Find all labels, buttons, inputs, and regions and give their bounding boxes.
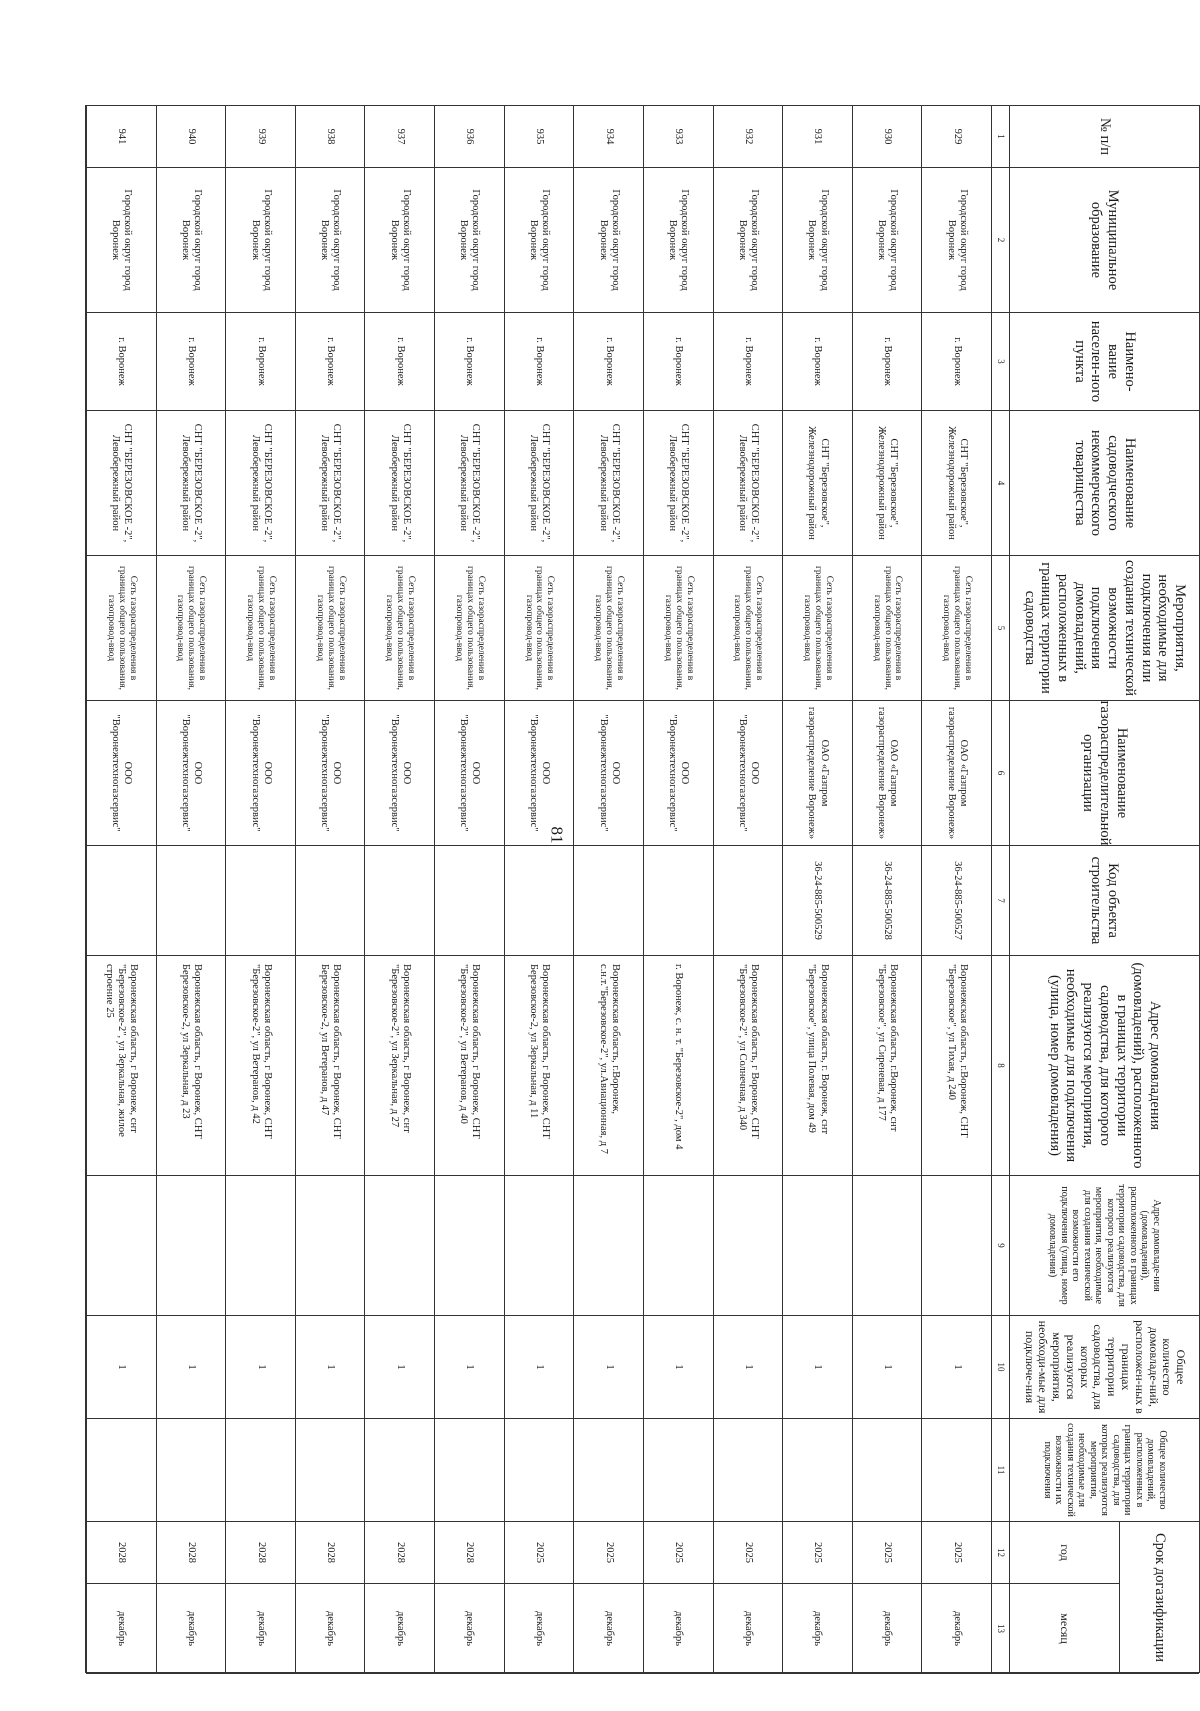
year-cell: 2025 — [782, 1522, 852, 1584]
gas-org-cell: ООО "Воронежтехногазсервис" — [295, 701, 365, 846]
snt-cell: СНТ "БЕРЕЗОВСКОЕ -2", Левобережный район — [156, 411, 226, 556]
address-tech-cell — [86, 1176, 156, 1316]
measures-cell: Сеть газораспределения в границах общего пользования, газопровод-ввод — [225, 556, 295, 701]
snt-cell: СНТ "БЕРЕЗОВСКОЕ -2", Левобережный район — [713, 411, 783, 556]
page-number: 81 — [547, 826, 567, 844]
object-code-cell: 36-24-885-500527 — [921, 846, 991, 956]
year-cell: 2025 — [921, 1522, 991, 1584]
address-cell: Воронежская область, г. Воронеж, снт "Березовское", улица Полевая, дом 49 — [782, 956, 852, 1176]
gas-org-cell: ОАО «Газпром газораспределение Воронеж» — [852, 701, 922, 846]
count-cell: 1 — [364, 1316, 434, 1419]
address-tech-cell — [225, 1176, 295, 1316]
municipality-cell: Городской округ город Воронеж — [713, 168, 783, 313]
address-cell: Воронежская область, г Воронеж, снт "Березовское-2", ул Зеркальная, д 27 — [364, 956, 434, 1176]
address-tech-cell — [643, 1176, 713, 1316]
address-tech-cell — [364, 1176, 434, 1316]
settlement-cell: г. Воронеж — [504, 313, 574, 411]
address-cell: Воронежская область, г Воронеж, СНТ "Березовское-2", ул Ветеранов, д 42 — [225, 956, 295, 1176]
month-cell: декабрь — [225, 1584, 295, 1674]
month-cell: декабрь — [573, 1584, 643, 1674]
month-cell: декабрь — [643, 1584, 713, 1674]
gas-org-cell: ООО "Воронежтехногазсервис" — [573, 701, 643, 846]
row-number-cell: 941 — [86, 106, 156, 168]
month-cell: декабрь — [295, 1584, 365, 1674]
address-tech-cell — [852, 1176, 922, 1316]
count-cell: 1 — [643, 1316, 713, 1419]
snt-cell: СНТ "БЕРЕЗОВСКОЕ -2", Левобережный район — [364, 411, 434, 556]
municipality-cell: Городской округ город Воронеж — [921, 168, 991, 313]
month-cell: декабрь — [364, 1584, 434, 1674]
header-municipality: Муниципальное образование — [1009, 168, 1199, 313]
column-number: 7 — [991, 846, 1009, 956]
snt-cell: СНТ "БЕРЕЗОВСКОЕ -2", Левобережный район — [504, 411, 574, 556]
object-code-cell — [434, 846, 504, 956]
address-tech-cell — [782, 1176, 852, 1316]
gas-org-cell: ООО "Воронежтехногазсервис" — [156, 701, 226, 846]
address-cell: Воронежская область, г Воронеж, СНТ "Березовское-2", ул Ветеранов, д 40 — [434, 956, 504, 1176]
measures-cell: Сеть газораспределения в границах общего пользования, газопровод-ввод — [295, 556, 365, 701]
count-tech-cell — [643, 1419, 713, 1522]
count-tech-cell — [852, 1419, 922, 1522]
address-cell: Воронежская область, г Воронеж, снт "Березовское-2", ул Зеркальная, жилое строение 25 — [86, 956, 156, 1176]
year-cell: 2025 — [643, 1522, 713, 1584]
address-cell: г. Воронеж, с. н. т. "Березовское-2", дом 4 — [643, 956, 713, 1176]
address-cell: Воронежская область, г.Воронеж, снт "Березовское", ул Сиреневая, д 177 — [852, 956, 922, 1176]
settlement-cell: г. Воронеж — [156, 313, 226, 411]
header-year: год — [1009, 1522, 1119, 1584]
column-number: 1 — [991, 106, 1009, 168]
measures-cell: Сеть газораспределения в границах общего пользования, газопровод-ввод — [156, 556, 226, 701]
count-cell: 1 — [504, 1316, 574, 1419]
month-cell: декабрь — [713, 1584, 783, 1674]
gas-org-cell: ООО "Воронежтехногазсервис" — [225, 701, 295, 846]
gas-org-cell: ОАО «Газпром газораспределение Воронеж» — [782, 701, 852, 846]
object-code-cell — [225, 846, 295, 956]
municipality-cell: Городской округ город Воронеж — [86, 168, 156, 313]
row-number-cell: 933 — [643, 106, 713, 168]
row-number-cell: 934 — [573, 106, 643, 168]
municipality-cell: Городской округ город Воронеж — [225, 168, 295, 313]
count-tech-cell — [225, 1419, 295, 1522]
year-cell: 2028 — [86, 1522, 156, 1584]
month-cell: декабрь — [434, 1584, 504, 1674]
header-snt: Наименование садоводческого некоммерческого товарищества — [1009, 411, 1199, 556]
column-number: 3 — [991, 313, 1009, 411]
row-number-cell: 935 — [504, 106, 574, 168]
header-settlement: Наимено-вание населен-ного пункта — [1009, 313, 1199, 411]
year-cell: 2028 — [225, 1522, 295, 1584]
municipality-cell: Городской округ город Воронеж — [852, 168, 922, 313]
row-number-cell: 939 — [225, 106, 295, 168]
count-cell: 1 — [225, 1316, 295, 1419]
snt-cell: СНТ "БЕРЕЗОВСКОЕ -2", Левобережный район — [573, 411, 643, 556]
object-code-cell — [295, 846, 365, 956]
object-code-cell — [643, 846, 713, 956]
count-tech-cell — [156, 1419, 226, 1522]
snt-cell: СНТ "Березовское", Железнодорожный район — [921, 411, 991, 556]
measures-cell: Сеть газораспределения в границах общего пользования, газопровод-ввод — [364, 556, 434, 701]
count-tech-cell — [434, 1419, 504, 1522]
column-number: 2 — [991, 168, 1009, 313]
settlement-cell: г. Воронеж — [713, 313, 783, 411]
municipality-cell: Городской округ город Воронеж — [156, 168, 226, 313]
gasification-table — [85, 105, 1200, 1673]
year-cell: 2028 — [434, 1522, 504, 1584]
count-tech-cell — [573, 1419, 643, 1522]
settlement-cell: г. Воронеж — [295, 313, 365, 411]
snt-cell: СНТ "Березовское", Железнодорожный район — [782, 411, 852, 556]
year-cell: 2025 — [573, 1522, 643, 1584]
count-tech-cell — [782, 1419, 852, 1522]
address-cell: Воронежская область, г Воронеж, СНТ Березовское-2, ул Ветеранов, д 47 — [295, 956, 365, 1176]
address-tech-cell — [921, 1176, 991, 1316]
column-number: 6 — [991, 701, 1009, 846]
address-cell: Воронежская область, г.Воронеж, с.н.т."Березовское-2", ул.Авиационная, д 7 — [573, 956, 643, 1176]
count-tech-cell — [86, 1419, 156, 1522]
row-number-cell: 930 — [852, 106, 922, 168]
count-cell: 1 — [852, 1316, 922, 1419]
column-number: 9 — [991, 1176, 1009, 1316]
count-cell: 1 — [86, 1316, 156, 1419]
header-count-connection: Общее количество домовладе-ний, расположен-ных в границах территории садоводства, для которых реализуются мероприятия, необходи-мые для подключе-ния — [1009, 1316, 1199, 1419]
row-number-cell: 931 — [782, 106, 852, 168]
address-tech-cell — [504, 1176, 574, 1316]
municipality-cell: Городской округ город Воронеж — [782, 168, 852, 313]
column-number: 8 — [991, 956, 1009, 1176]
rotated-table-wrapper — [85, 105, 1200, 1673]
header-address-tech: Адрес домовладе-ния (домовладений), расположенного в границах территории садоводства, для которого реализуются мероприятия, необходимые для создания технической возможности его подключения (улица, номер домовладения) — [1009, 1176, 1199, 1316]
month-cell: декабрь — [156, 1584, 226, 1674]
object-code-cell — [86, 846, 156, 956]
municipality-cell: Городской округ город Воронеж — [434, 168, 504, 313]
measures-cell: Сеть газораспределения в границах общего пользования, газопровод-ввод — [573, 556, 643, 701]
row-number-cell: 932 — [713, 106, 783, 168]
object-code-cell — [364, 846, 434, 956]
address-tech-cell — [156, 1176, 226, 1316]
settlement-cell: г. Воронеж — [573, 313, 643, 411]
year-cell: 2025 — [852, 1522, 922, 1584]
measures-cell: Сеть газораспределения в границах общего пользования, газопровод-ввод — [504, 556, 574, 701]
header-month: месяц — [1009, 1584, 1119, 1674]
measures-cell: Сеть газораспределения в границах общего пользования, газопровод-ввод — [852, 556, 922, 701]
municipality-cell: Городской округ город Воронеж — [504, 168, 574, 313]
row-number-cell: 929 — [921, 106, 991, 168]
year-cell: 2025 — [713, 1522, 783, 1584]
gas-org-cell: ООО "Воронежтехногазсервис" — [504, 701, 574, 846]
address-cell: Воронежская область, г Воронеж, СНТ "Березовское-2", ул Солнечная, д 340 — [713, 956, 783, 1176]
address-tech-cell — [573, 1176, 643, 1316]
column-number: 11 — [991, 1419, 1009, 1522]
count-tech-cell — [921, 1419, 991, 1522]
address-tech-cell — [434, 1176, 504, 1316]
header-deadline: Срок догазификации — [1119, 1522, 1199, 1674]
gas-org-cell: ООО "Воронежтехногазсервис" — [86, 701, 156, 846]
count-tech-cell — [504, 1419, 574, 1522]
settlement-cell: г. Воронеж — [225, 313, 295, 411]
count-tech-cell — [295, 1419, 365, 1522]
address-cell: Воронежская область, г Воронеж, СНТ Березовское-2, ул Зеркальная, д 23 — [156, 956, 226, 1176]
object-code-cell: 36-24-885-500529 — [782, 846, 852, 956]
month-cell: декабрь — [852, 1584, 922, 1674]
snt-cell: СНТ "БЕРЕЗОВСКОЕ -2", Левобережный район — [86, 411, 156, 556]
row-number-cell: 938 — [295, 106, 365, 168]
measures-cell: Сеть газораспределения в границах общего пользования, газопровод-ввод — [434, 556, 504, 701]
month-cell: декабрь — [782, 1584, 852, 1674]
header-gas-org: Наименование газораспределительной организации — [1009, 701, 1199, 846]
address-cell: Воронежская область, г.Воронеж, СНТ "Березовское", ул Тихая, д 240 — [921, 956, 991, 1176]
header-number: № п/п — [1009, 106, 1199, 168]
measures-cell: Сеть газораспределения в границах общего пользования, газопровод-ввод — [643, 556, 713, 701]
address-tech-cell — [295, 1176, 365, 1316]
settlement-cell: г. Воронеж — [434, 313, 504, 411]
address-cell: Воронежская область, г Воронеж, СНТ Березовское-2, ул Зеркальная, д 11 — [504, 956, 574, 1176]
object-code-cell — [713, 846, 783, 956]
gas-org-cell: ОАО «Газпром газораспределение Воронеж» — [921, 701, 991, 846]
month-cell: декабрь — [86, 1584, 156, 1674]
gas-org-cell: ООО "Воронежтехногазсервис" — [364, 701, 434, 846]
column-number: 13 — [991, 1584, 1009, 1674]
column-number: 4 — [991, 411, 1009, 556]
object-code-cell — [573, 846, 643, 956]
snt-cell: СНТ "БЕРЕЗОВСКОЕ -2", Левобережный район — [434, 411, 504, 556]
month-cell: декабрь — [504, 1584, 574, 1674]
count-cell: 1 — [713, 1316, 783, 1419]
object-code-cell: 36-24-885-500528 — [852, 846, 922, 956]
column-number: 10 — [991, 1316, 1009, 1419]
snt-cell: СНТ "БЕРЕЗОВСКОЕ -2", Левобережный район — [225, 411, 295, 556]
count-cell: 1 — [434, 1316, 504, 1419]
gas-org-cell: ООО "Воронежтехногазсервис" — [643, 701, 713, 846]
measures-cell: Сеть газораспределения в границах общего пользования, газопровод-ввод — [713, 556, 783, 701]
object-code-cell — [156, 846, 226, 956]
count-tech-cell — [364, 1419, 434, 1522]
settlement-cell: г. Воронеж — [86, 313, 156, 411]
count-cell: 1 — [782, 1316, 852, 1419]
count-cell: 1 — [573, 1316, 643, 1419]
count-cell: 1 — [156, 1316, 226, 1419]
snt-cell: СНТ "БЕРЕЗОВСКОЕ -2", Левобережный район — [643, 411, 713, 556]
snt-cell: СНТ "Березовское", Железнодорожный район — [852, 411, 922, 556]
row-number-cell: 940 — [156, 106, 226, 168]
settlement-cell: г. Воронеж — [643, 313, 713, 411]
municipality-cell: Городской округ город Воронеж — [573, 168, 643, 313]
address-tech-cell — [713, 1176, 783, 1316]
settlement-cell: г. Воронеж — [921, 313, 991, 411]
measures-cell: Сеть газораспределения в границах общего пользования, газопровод-ввод — [86, 556, 156, 701]
row-number-cell: 937 — [364, 106, 434, 168]
count-cell: 1 — [921, 1316, 991, 1419]
header-measures: Мероприятия, необходимые для подключения или создания технической возможности подключения домовладений, расположенных в границах территории садоводства — [1009, 556, 1199, 701]
month-cell: декабрь — [921, 1584, 991, 1674]
gas-org-cell: ООО "Воронежтехногазсервис" — [434, 701, 504, 846]
settlement-cell: г. Воронеж — [852, 313, 922, 411]
count-cell: 1 — [295, 1316, 365, 1419]
year-cell: 2028 — [156, 1522, 226, 1584]
count-tech-cell — [713, 1419, 783, 1522]
municipality-cell: Городской округ город Воронеж — [295, 168, 365, 313]
snt-cell: СНТ "БЕРЕЗОВСКОЕ -2", Левобережный район — [295, 411, 365, 556]
gas-org-cell: ООО "Воронежтехногазсервис" — [713, 701, 783, 846]
year-cell: 2025 — [504, 1522, 574, 1584]
settlement-cell: г. Воронеж — [782, 313, 852, 411]
column-number: 5 — [991, 556, 1009, 701]
year-cell: 2028 — [364, 1522, 434, 1584]
row-number-cell: 936 — [434, 106, 504, 168]
measures-cell: Сеть газораспределения в границах общего пользования, газопровод-ввод — [921, 556, 991, 701]
header-address-connection: Адрес домовладения (домовладений), расположенного в границах территории садоводства, для которого реализуются мероприятия, необходимые для подключения (улица, номер домовладения) — [1009, 956, 1199, 1176]
column-number: 12 — [991, 1522, 1009, 1584]
measures-cell: Сеть газораспределения в границах общего пользования, газопровод-ввод — [782, 556, 852, 701]
municipality-cell: Городской округ город Воронеж — [643, 168, 713, 313]
object-code-cell — [504, 846, 574, 956]
header-object-code: Код объекта строительства — [1009, 846, 1199, 956]
municipality-cell: Городской округ город Воронеж — [364, 168, 434, 313]
header-count-tech: Общее количество домовладений, расположенных в границах территории садоводства, для которых реализуются мероприятия, необходимые для создания технической возможности их подключения — [1009, 1419, 1199, 1522]
settlement-cell: г. Воронеж — [364, 313, 434, 411]
year-cell: 2028 — [295, 1522, 365, 1584]
